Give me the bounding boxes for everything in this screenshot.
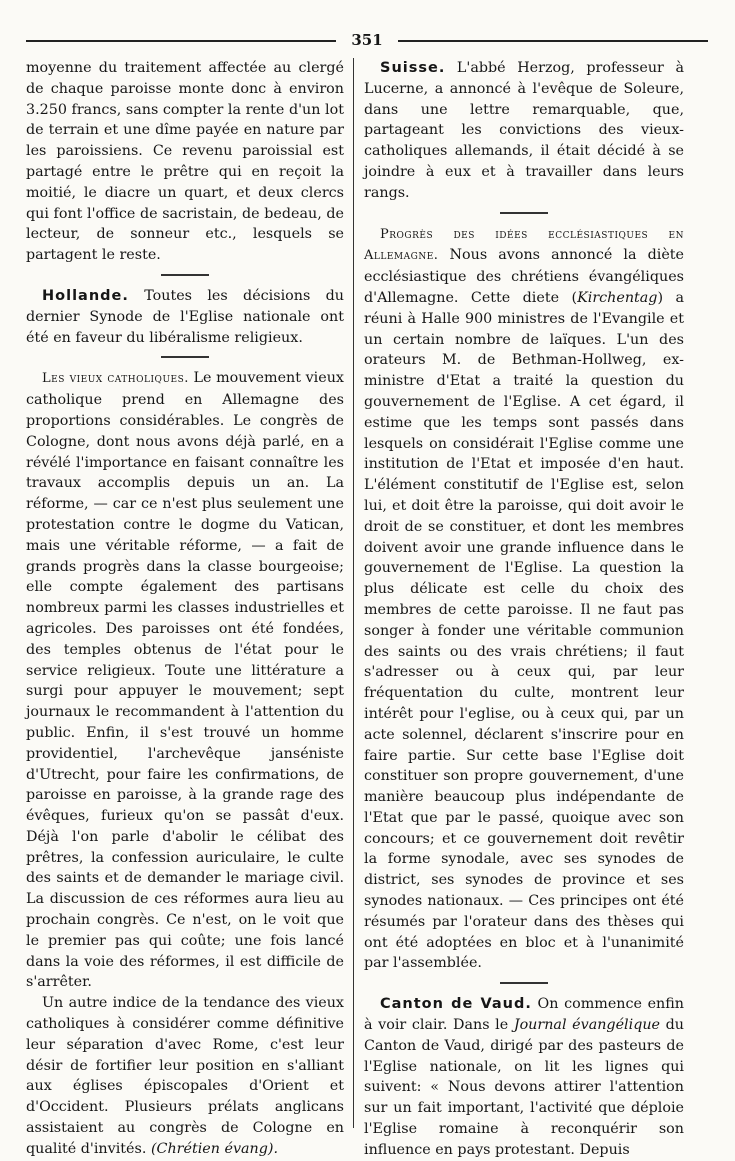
heading-vieux-catholiques: Les vieux catholiques. <box>42 371 189 387</box>
section-vieux-catholiques <box>26 368 344 993</box>
paragraph-autre-indice <box>26 993 344 1159</box>
separator <box>161 274 209 276</box>
page-number: 351 <box>351 31 383 49</box>
page-header <box>26 30 708 50</box>
section-progres <box>364 224 684 975</box>
right-column <box>364 58 685 1158</box>
heading-progres: Progrès des idées ecclésiastiques en Allemagne. <box>364 226 684 264</box>
text-autre-indice: Un autre indice de la tendance des vieux catholiques à considérer comme définitive leur séparation d'avec Rome, c'est leur désir de fortifier leur position en s'alliant aux églises épiscopales d'Orient et d'Occident. Plusieurs prélats anglicans assistaient au congrès de Cologne en qualité d'invités. <box>26 995 344 1157</box>
section-canton-vaud <box>364 994 684 1160</box>
separator <box>161 356 209 358</box>
section-hollande <box>26 286 344 348</box>
term-kirchentag: Kirchentag <box>577 289 658 306</box>
text-progres-b: ) a réuni à Halle 900 ministres de l'Evangile et un certain nombre de laïques. L'un des orateurs M. de Bethman-Hollweg, ex-ministre d'Etat a traité la question du gouvernement de l'Eglise. A cet égard, il estime que les temps sont passés dans lesquels on considérait l'Eglise comme une institution de l'Etat et imposée d'en haut. L'élément constitutif de l'Eglise est, selon lui, et doit être la paroisse, qui doit avoir le droit de se constituer, et dont les membres doivent avoir une grande influence dans le gouvernement de l'Eglise. La question la plus délicate est celle du choix des membres de cette paroisse. Il ne faut pas songer à fonder une véritable communion des saints ou des vrais chrétiens; il faut s'adresser ou à ceux qui, par leur fréquentation du culte, montrent leur intérêt pour l'eglise, ou à ceux qui, par un acte solennel, déclarent s'inscrire pour en faire partie. Sur cette base l'Eglise doit constituer son propre gouvernement, d'une manière beaucoup plus indépendante de l'Etat que par le passé, quoique avec son concours; et ce gouvernement doit revêtir la forme synodale, avec ses synodes de district, ses synodes de province et ses synodes nationaux. — Ces principes ont été résumés par l'orateur dans des thèses qui ont été adoptées en bloc et à l'unanimité par l'assemblée. <box>364 289 684 972</box>
title-journal-evangelique: Journal évangélique <box>513 1017 661 1034</box>
section-suisse <box>364 58 684 204</box>
source-citation: (Chrétien évang). <box>150 1140 279 1157</box>
text-progres-a: Nous avons annoncé la diète ecclésiastique des chrétiens évangéliques d'Allemagne. Cette diete ( <box>364 247 684 306</box>
heading-hollande: Hollande. <box>42 287 129 304</box>
left-column <box>26 58 344 1157</box>
paragraph-clergy-income: moyenne du traitement affectée au clergé de chaque paroisse monte donc à environ 3.250 francs, sans compter la rente d'un lot de terrain et une dîme payée en nature par les paroissiens. Ce revenu paroissial est partagé entre le prêtre qui en reçoit la moitié, le diacre un quart, et deux clercs qui font l'office de sacristain, de bedeau, de lecteur, de sonneur etc., lesquels se partagent le reste. <box>26 60 344 264</box>
header-rule-left <box>26 40 336 42</box>
header-rule-right <box>398 40 708 42</box>
separator <box>500 212 548 214</box>
text-hollande: Toutes les décisions du dernier Synode de l'Eglise nationale ont été en faveur du libéralisme religieux. <box>26 287 344 346</box>
separator <box>500 982 548 984</box>
column-divider <box>353 58 354 1128</box>
text-suisse: L'abbé Herzog, professeur à Lucerne, a annoncé à l'evêque de Soleure, dans une lettre remarquable, que, partageant les convictions des vieux-catholiques allemands, il était décidé à se joindre à eux et à travailler dans leurs rangs. <box>364 60 684 201</box>
heading-canton-vaud: Canton de Vaud. <box>380 996 532 1013</box>
heading-suisse: Suisse. <box>380 60 446 76</box>
text-vaud-b: du Canton de Vaud, dirigé par des pasteurs de l'Eglise nationale, on lit les lignes qui suivent: « Nous devons attirer l'attention sur un fait important, l'activité que déploie l'Eglise romaine à reconquérir son influence en pays protestant. Depuis <box>364 1017 685 1158</box>
text-vieux-catholiques: Le mouvement vieux catholique prend en Allemagne des proportions considérables. Le congrès de Cologne, dont nous avons déjà parlé, en a révélé l'importance en faisant connaître les travaux accomplis depuis un an. La réforme, — car ce n'est plus seulement une protestation contre le dogme du Vatican, mais une véritable réforme, — a fait de grands progrès dans la classe bourgeoise; elle compte également des partisans nombreux parmi les classes industrielles et agricoles. Des paroisses ont été fondées, des temples obtenus de l'état pour le service religieux. Toute une littérature a surgi pour appuyer le mouvement; sept journaux le recommandent à l'attention du public. Enfin, il s'est trouvé un homme providentiel, l'archevêque janséniste d'Utrecht, pour faire les confirmations, de paroisse en paroisse, à la grande rage des évêques, furieux qu'on se passât d'eux. Déjà l'on parle d'abolir le célibat des prêtres, la confession auriculaire, le culte des saints et de demander le mariage civil. La discussion de ces réformes aura lieu au prochain congrès. Ce n'est, on le voit que le premier pas qui coûte; une fois lancé dans la voie des réformes, il est difficile de s'arrêter. <box>26 370 344 991</box>
text-vaud-a: On commence enfin à voir clair. Dans le <box>364 996 685 1034</box>
